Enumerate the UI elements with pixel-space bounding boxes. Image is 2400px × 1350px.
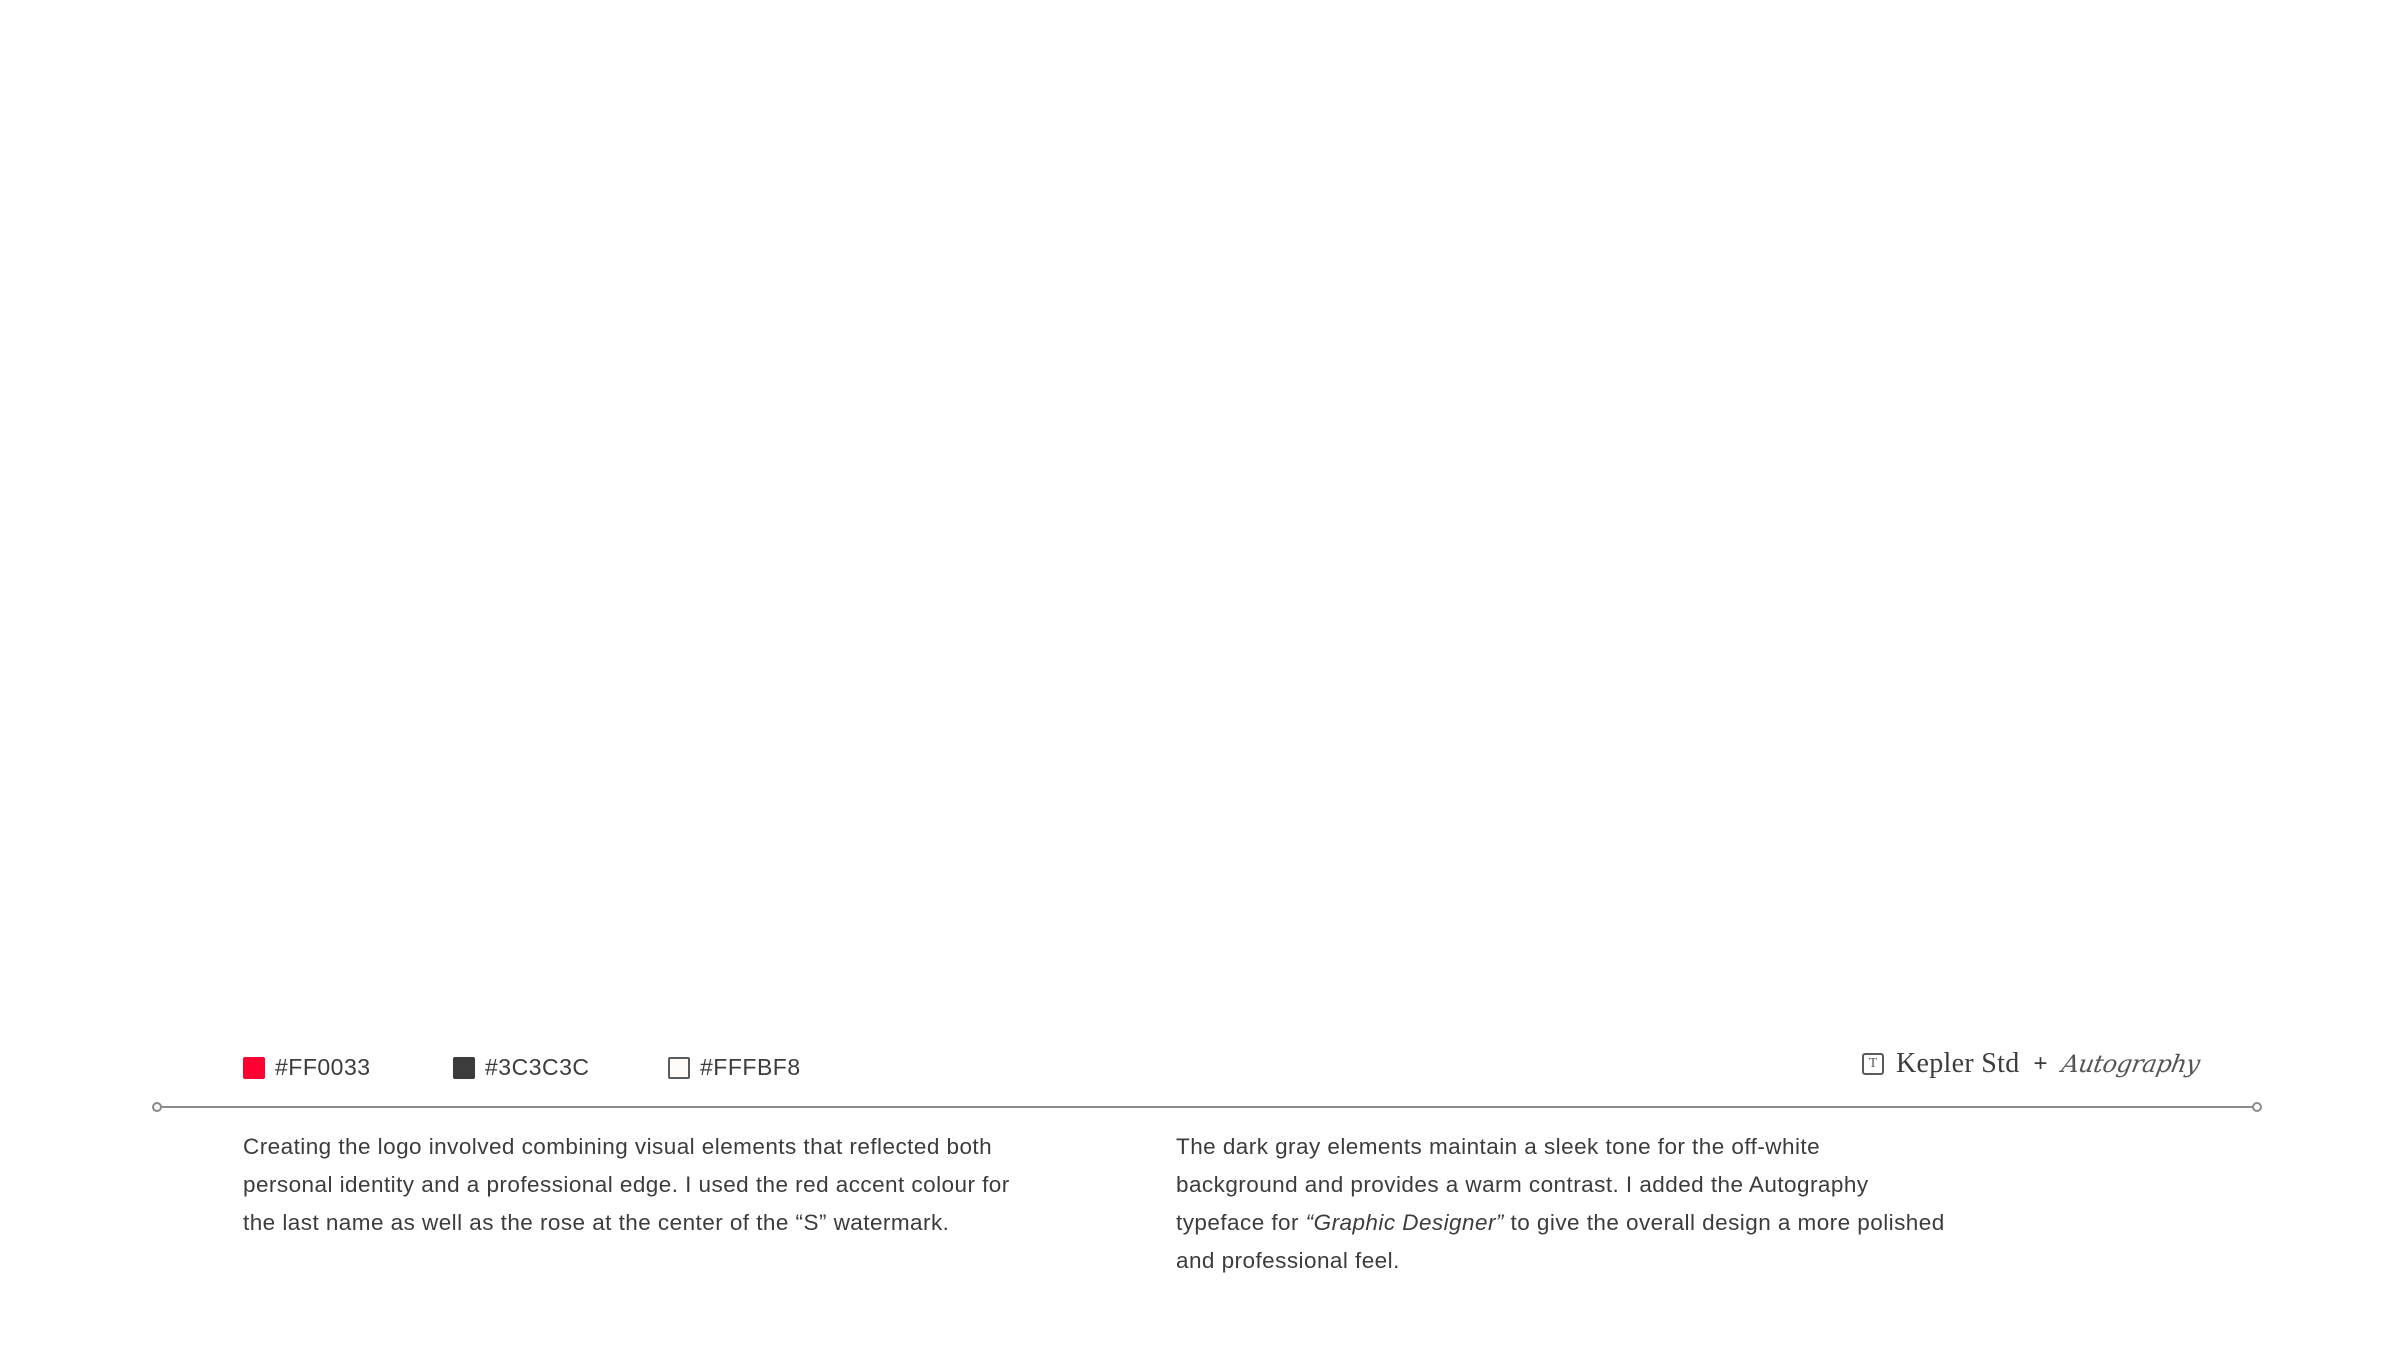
swatch-off-white	[668, 1054, 801, 1081]
off-white-color-chip	[668, 1057, 690, 1079]
dark-gray-color-chip	[453, 1057, 475, 1079]
primary-typeface-name: Kepler Std	[1896, 1048, 2020, 1079]
description-right-emphasis: “Graphic Designer”	[1305, 1210, 1504, 1235]
description-right-text-end: to give the overall design a more polished and professional feel.	[1176, 1210, 1945, 1273]
swatch-red	[243, 1054, 371, 1081]
red-color-chip	[243, 1057, 265, 1079]
swatch-off-white-label: #FFFBF8	[700, 1054, 801, 1080]
secondary-typeface-name: Autography	[2059, 1050, 2202, 1078]
description-right-text-start: The dark gray elements maintain a sleek tone for the off-white background and provides a warm contrast. I added the Autography typeface for	[1176, 1134, 1869, 1235]
typeface-credit	[1862, 1048, 2202, 1080]
typeface-joiner: +	[2033, 1050, 2048, 1077]
swatch-dark-gray-label: #3C3C3C	[485, 1054, 590, 1080]
description-left: Creating the logo involved combining visual elements that reflected both personal identity and a professional edge. I used the red accent colour for the last name as well as the rose at the center of the “S” watermark.	[243, 1134, 1010, 1235]
divider-end-dot-left	[152, 1102, 162, 1112]
swatch-red-label: #FF0033	[275, 1054, 371, 1080]
swatch-dark-gray	[453, 1054, 590, 1081]
divider-line	[158, 1106, 2256, 1108]
description-right	[1176, 1128, 1946, 1280]
type-icon: T	[1862, 1053, 1884, 1075]
divider-end-dot-right	[2252, 1102, 2262, 1112]
